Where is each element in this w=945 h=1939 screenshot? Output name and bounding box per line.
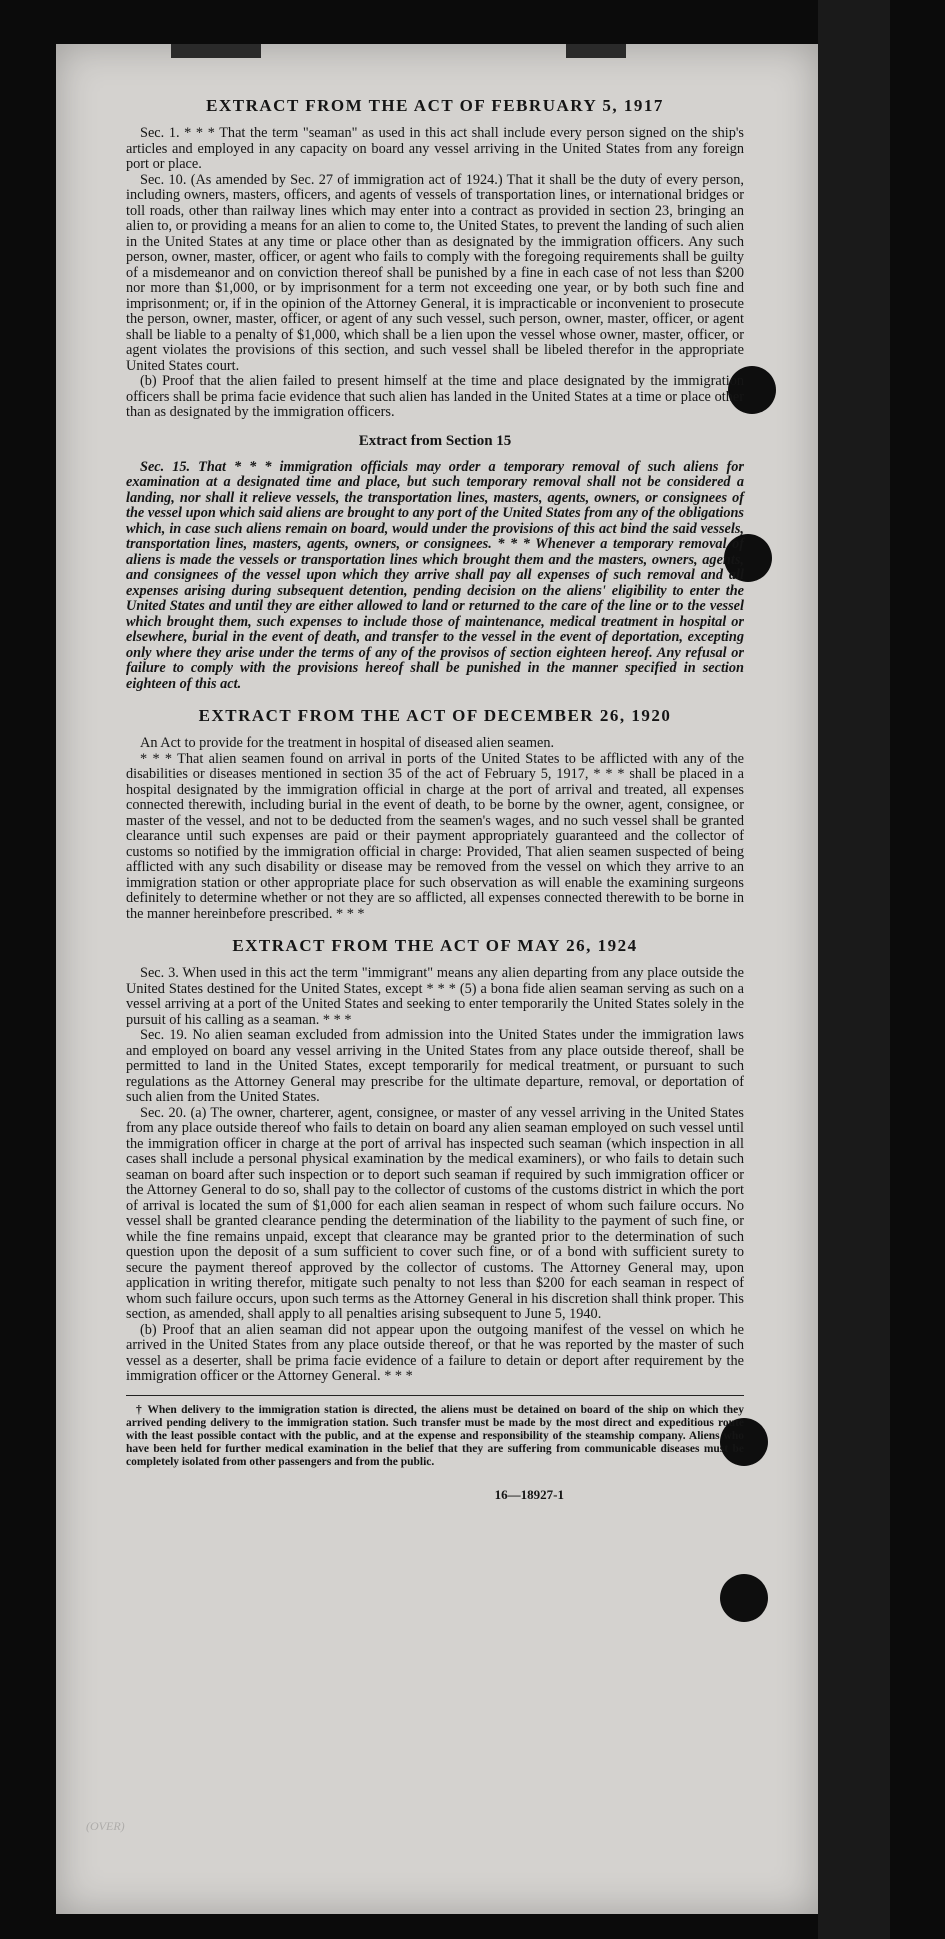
paragraph-sec-15: Sec. 15. That * * * immigration officials may order a temporary removal of such aliens for examination at a designated time and place, but such temporary removal shall not be considered a landing, nor shall it relieve vessels, the transportation lines, masters, agents, owners, or consignees of the vessel upon which said aliens are brought to any port of the United States from any of the obligations which, in case such aliens remain on board, would under the provisions of this act bind the said vessels, transportation lines, masters, agents, owners, or consignees. * * * Whenever a temporary removal of aliens is made the vessels or transportation lines which brought them and the masters, owners, agents, and consignees of the vessel upon which they arrive shall pay all expenses of such removal and all expenses arising during subsequent detention, pending decision on the aliens' eligibility to enter the United States and until they are either allowed to land or returned to the care of the line or to the vessel which brought them, such expenses to include those of maintenance, medical treatment in hospital or elsewhere, burial in the event of death, and transfer to the vessel in the event of deportation, excepting only where they arise under the terms of any of the provisos of section eighteen hereof. Any refusal or failure to comply with the provisions hereof shall be punished in the manner specified in section eighteen of this act. — [126, 458, 744, 692]
paragraph-1920-body: * * * That alien seamen found on arrival in ports of the United States to be afflicted with any of the disabilities or diseases mentioned in section 35 of the act of February 5, 1917, * * * shall be placed in a hospital designated by the immigration official in charge at the port of arrival and treated, all expenses connected therewith, including burial in the event of death, to be borne by the owner, agent, consignee, or master of the vessel, and not to be deducted from the seamen's wages, and no such vessel shall be granted clearance until such expenses are paid or their payment appropriately guaranteed and the collector of customs so notified by the immigration official in charge: Provided, That alien seamen suspected of being afflicted with any such disability or disease may be removed from the vessel on which they arrive to an immigration station or other appropriate place for such observation as will enable the examining surgeons definitely to determine whether or not they are so afflicted, all expenses connected therewith to be borne in the manner hereinbefore prescribed. * * * — [126, 750, 744, 922]
heading-act-1917: EXTRACT FROM THE ACT OF FEBRUARY 5, 1917 — [206, 96, 664, 115]
heading-act-1920: EXTRACT FROM THE ACT OF DECEMBER 26, 1920 — [198, 706, 672, 725]
paragraph-1920-title: An Act to provide for the treatment in hospital of diseased alien seamen. — [140, 735, 555, 751]
footnote-block — [126, 1395, 744, 1469]
paragraph-sec-20-b: (b) Proof that an alien seaman did not appear upon the outgoing manifest of the vessel on which he arrived in the United States from any place outside thereof, or that he was reported by the master of such vessel as a deserter, shall be prima facie evidence of a failure to detain or deport after requirement by the immigration officer or the Attorney General. * * * — [126, 1321, 744, 1384]
tape-strip — [566, 44, 626, 58]
paragraph-sec-1: Sec. 1. * * * That the term "seaman" as used in this act shall include every person signed on the ship's articles and employed in any capacity on board any vessel arriving in the United States from any foreign port or place. — [126, 125, 744, 172]
film-edge — [818, 0, 890, 1939]
tape-strip — [171, 44, 261, 58]
paragraph-sec-19: Sec. 19. No alien seaman excluded from admission into the United States under the immigration laws and employed on board any vessel arriving in the United States from any place outside thereof, shall be permitted to land in the United States, except temporarily for medical treatment, or pursuant to such regulations as the Attorney General may prescribe for the ultimate departure, removal, or deportation of such alien from the United States. — [126, 1027, 744, 1105]
document-body — [126, 96, 744, 1503]
margin-note: (OVER) — [86, 1819, 125, 1833]
paragraph-sec-10: Sec. 10. (As amended by Sec. 27 of immigration act of 1924.) That it shall be the duty of every person, including owners, masters, officers, and agents of vessels of transportation lines, or international bridges or toll roads, other than railway lines which may enter into a contract as provided in section 23, bringing an alien to, or providing a means for an alien to come to, the United States, to prevent the landing of such alien in the United States at any time or place other than as designated by the immigration officers. Any such person, owner, master, officer, or agent who fails to comply with the foregoing requirements shall be guilty of a misdemeanor and on conviction thereof shall be punished by a fine in each case of not less than $200 nor more than $1,000, or by imprisonment for a term not exceeding one year, or by both such fine and imprisonment; or, if in the opinion of the Attorney General, it is impracticable or inconvenient to prosecute the person, owner, master, officer, or agent of any such vessel, such person, owner, master, officer, or agent shall be liable to a penalty of $1,000, which shall be a lien upon the vessel whose owner, master, officer, or agent violates the provisions of this section, and such vessel shall be libeled therefor in the appropriate United States court. — [126, 171, 744, 374]
footnote: † When delivery to the immigration station is directed, the aliens must be detained on board of the ship on which they arrived pending delivery to the immigration station. Such transfer must be made by the most direct and expeditious route with the least possible contact with the public, and at the expense and responsibility of the steamship company. Aliens who have been held for further medical examination in the belief that they are suffering from communicable diseases must be completely isolated from other passengers and from the public. — [126, 1403, 744, 1468]
paragraph-sec-3: Sec. 3. When used in this act the term "immigrant" means any alien departing from any place outside the United States destined for the United States, except * * * (5) a bona fide alien seaman serving as such on a vessel arriving at a port of the United States and seeking to enter temporarily the United States solely in the pursuit of his calling as a seaman. * * * — [126, 965, 744, 1028]
paragraph-sec-10-b: (b) Proof that the alien failed to present himself at the time and place designated by the immigration officers shall be prima facie evidence that such alien has landed in the United States at a time or place other than as designated by the immigration officers. — [126, 373, 744, 420]
heading-section-15: Extract from Section 15 — [358, 432, 512, 449]
paragraph-sec-20-a: Sec. 20. (a) The owner, charterer, agent, consignee, or master of any vessel arriving in the United States from any place outside thereof who fails to detain on board any alien seaman employed on such vessel until the immigration officer in charge at the port of arrival has inspected such seaman (which inspection in all cases shall include a personal physical examination by the medical examiners), or who fails to detain such seaman on board after such inspection or to deport such seaman if required by such immigration officer or the Attorney General to do so, shall pay to the collector of customs of the customs district in which the port of arrival is located the sum of $1,000 for each alien seaman in respect of whom such failure occurs. No vessel shall be granted clearance pending the determination of the liability to the payment of such fine, or while the fine remains unpaid, except that clearance may be granted prior to the determination of such question upon the deposit of a sum sufficient to cover such fine, or of a bond with sufficient surety to secure the payment thereof approved by the collector of customs. The Attorney General may, upon application in writing therefor, mitigate such penalty to not less than $200 for each seaman in respect of whom such failure occurs, upon such terms as the Attorney General in his discretion shall think proper. This section, as amended, shall apply to all penalties arising subsequent to June 5, 1940. — [126, 1104, 744, 1322]
heading-act-1924: EXTRACT FROM THE ACT OF MAY 26, 1924 — [232, 936, 638, 955]
form-number: 16—18927-1 — [494, 1486, 564, 1502]
document-page — [56, 44, 818, 1914]
punch-hole — [720, 1574, 768, 1622]
